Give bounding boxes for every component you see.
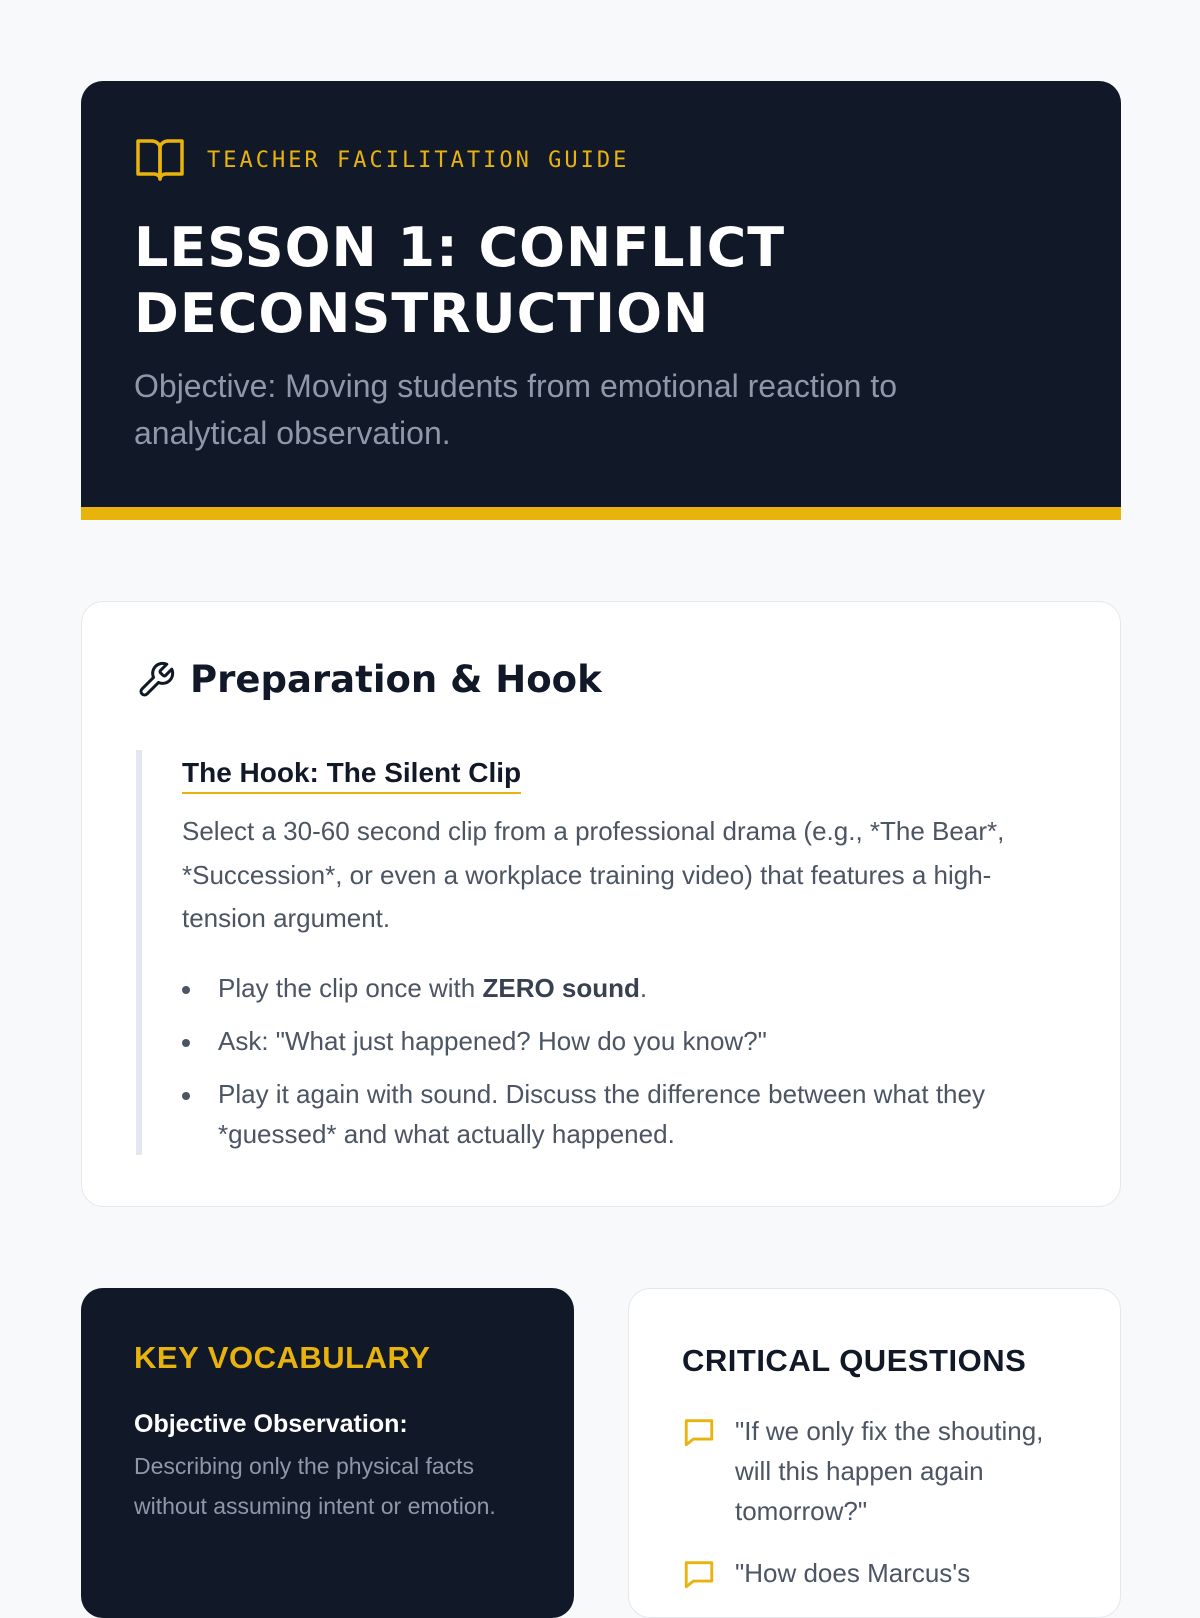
bullet (182, 1074, 218, 1114)
hook-title: The Hook: The Silent Clip (182, 756, 521, 794)
question-text: "How does Marcus's (735, 1558, 971, 1588)
book-open-icon (135, 137, 185, 183)
step-text: Play the clip once with (218, 973, 483, 1003)
preparation-title: Preparation & Hook (190, 658, 602, 701)
list-item (182, 968, 1072, 1008)
question-text: "If we only fix the shouting, will this happen again tomorrow?" (735, 1416, 1044, 1526)
page-title: LESSON 1: CONFLICT DECONSTRUCTION (134, 216, 786, 345)
message-square-icon (682, 1557, 716, 1591)
step-text: Ask: "What just happened? How do you know?" (218, 1026, 767, 1056)
lesson-objective: Objective: Moving students from emotional reaction to analytical observation. (134, 368, 898, 451)
message-square-icon (682, 1415, 716, 1449)
questions-list (682, 1411, 1082, 1615)
bullet (182, 1021, 218, 1061)
preparation-heading (136, 658, 602, 701)
eyebrow-label: TEACHER FACILITATION GUIDE (207, 147, 630, 173)
hook-description: Select a 30-60 second clip from a professional drama (e.g., *The Bear*, *Succession*, or even a workplace training video) that features a high-tension argument. (182, 816, 1005, 933)
vocabulary-card (81, 1288, 574, 1618)
vocabulary-definition: Describing only the physical facts without assuming intent or emotion. (134, 1453, 496, 1519)
list-item (682, 1411, 1082, 1531)
wrench-icon (136, 660, 176, 700)
eyebrow (135, 137, 629, 183)
lesson-header (81, 81, 1121, 520)
bullet (182, 968, 218, 1008)
list-item (182, 1021, 1072, 1061)
questions-title: CRITICAL QUESTIONS (682, 1343, 1027, 1378)
vocabulary-term: Objective Observation: (134, 1410, 408, 1438)
questions-card (628, 1288, 1121, 1618)
hook-block (136, 750, 1072, 1155)
preparation-card (81, 601, 1121, 1207)
step-emphasis: ZERO sound (482, 973, 640, 1003)
vocabulary-title: KEY VOCABULARY (134, 1340, 431, 1375)
step-text: Play it again with sound. Discuss the difference between what they *guessed* and what actually happened. (218, 1079, 985, 1149)
list-item (682, 1553, 1082, 1593)
hook-steps (182, 968, 1072, 1167)
step-text-end: . (639, 973, 648, 1003)
list-item (182, 1074, 1072, 1154)
